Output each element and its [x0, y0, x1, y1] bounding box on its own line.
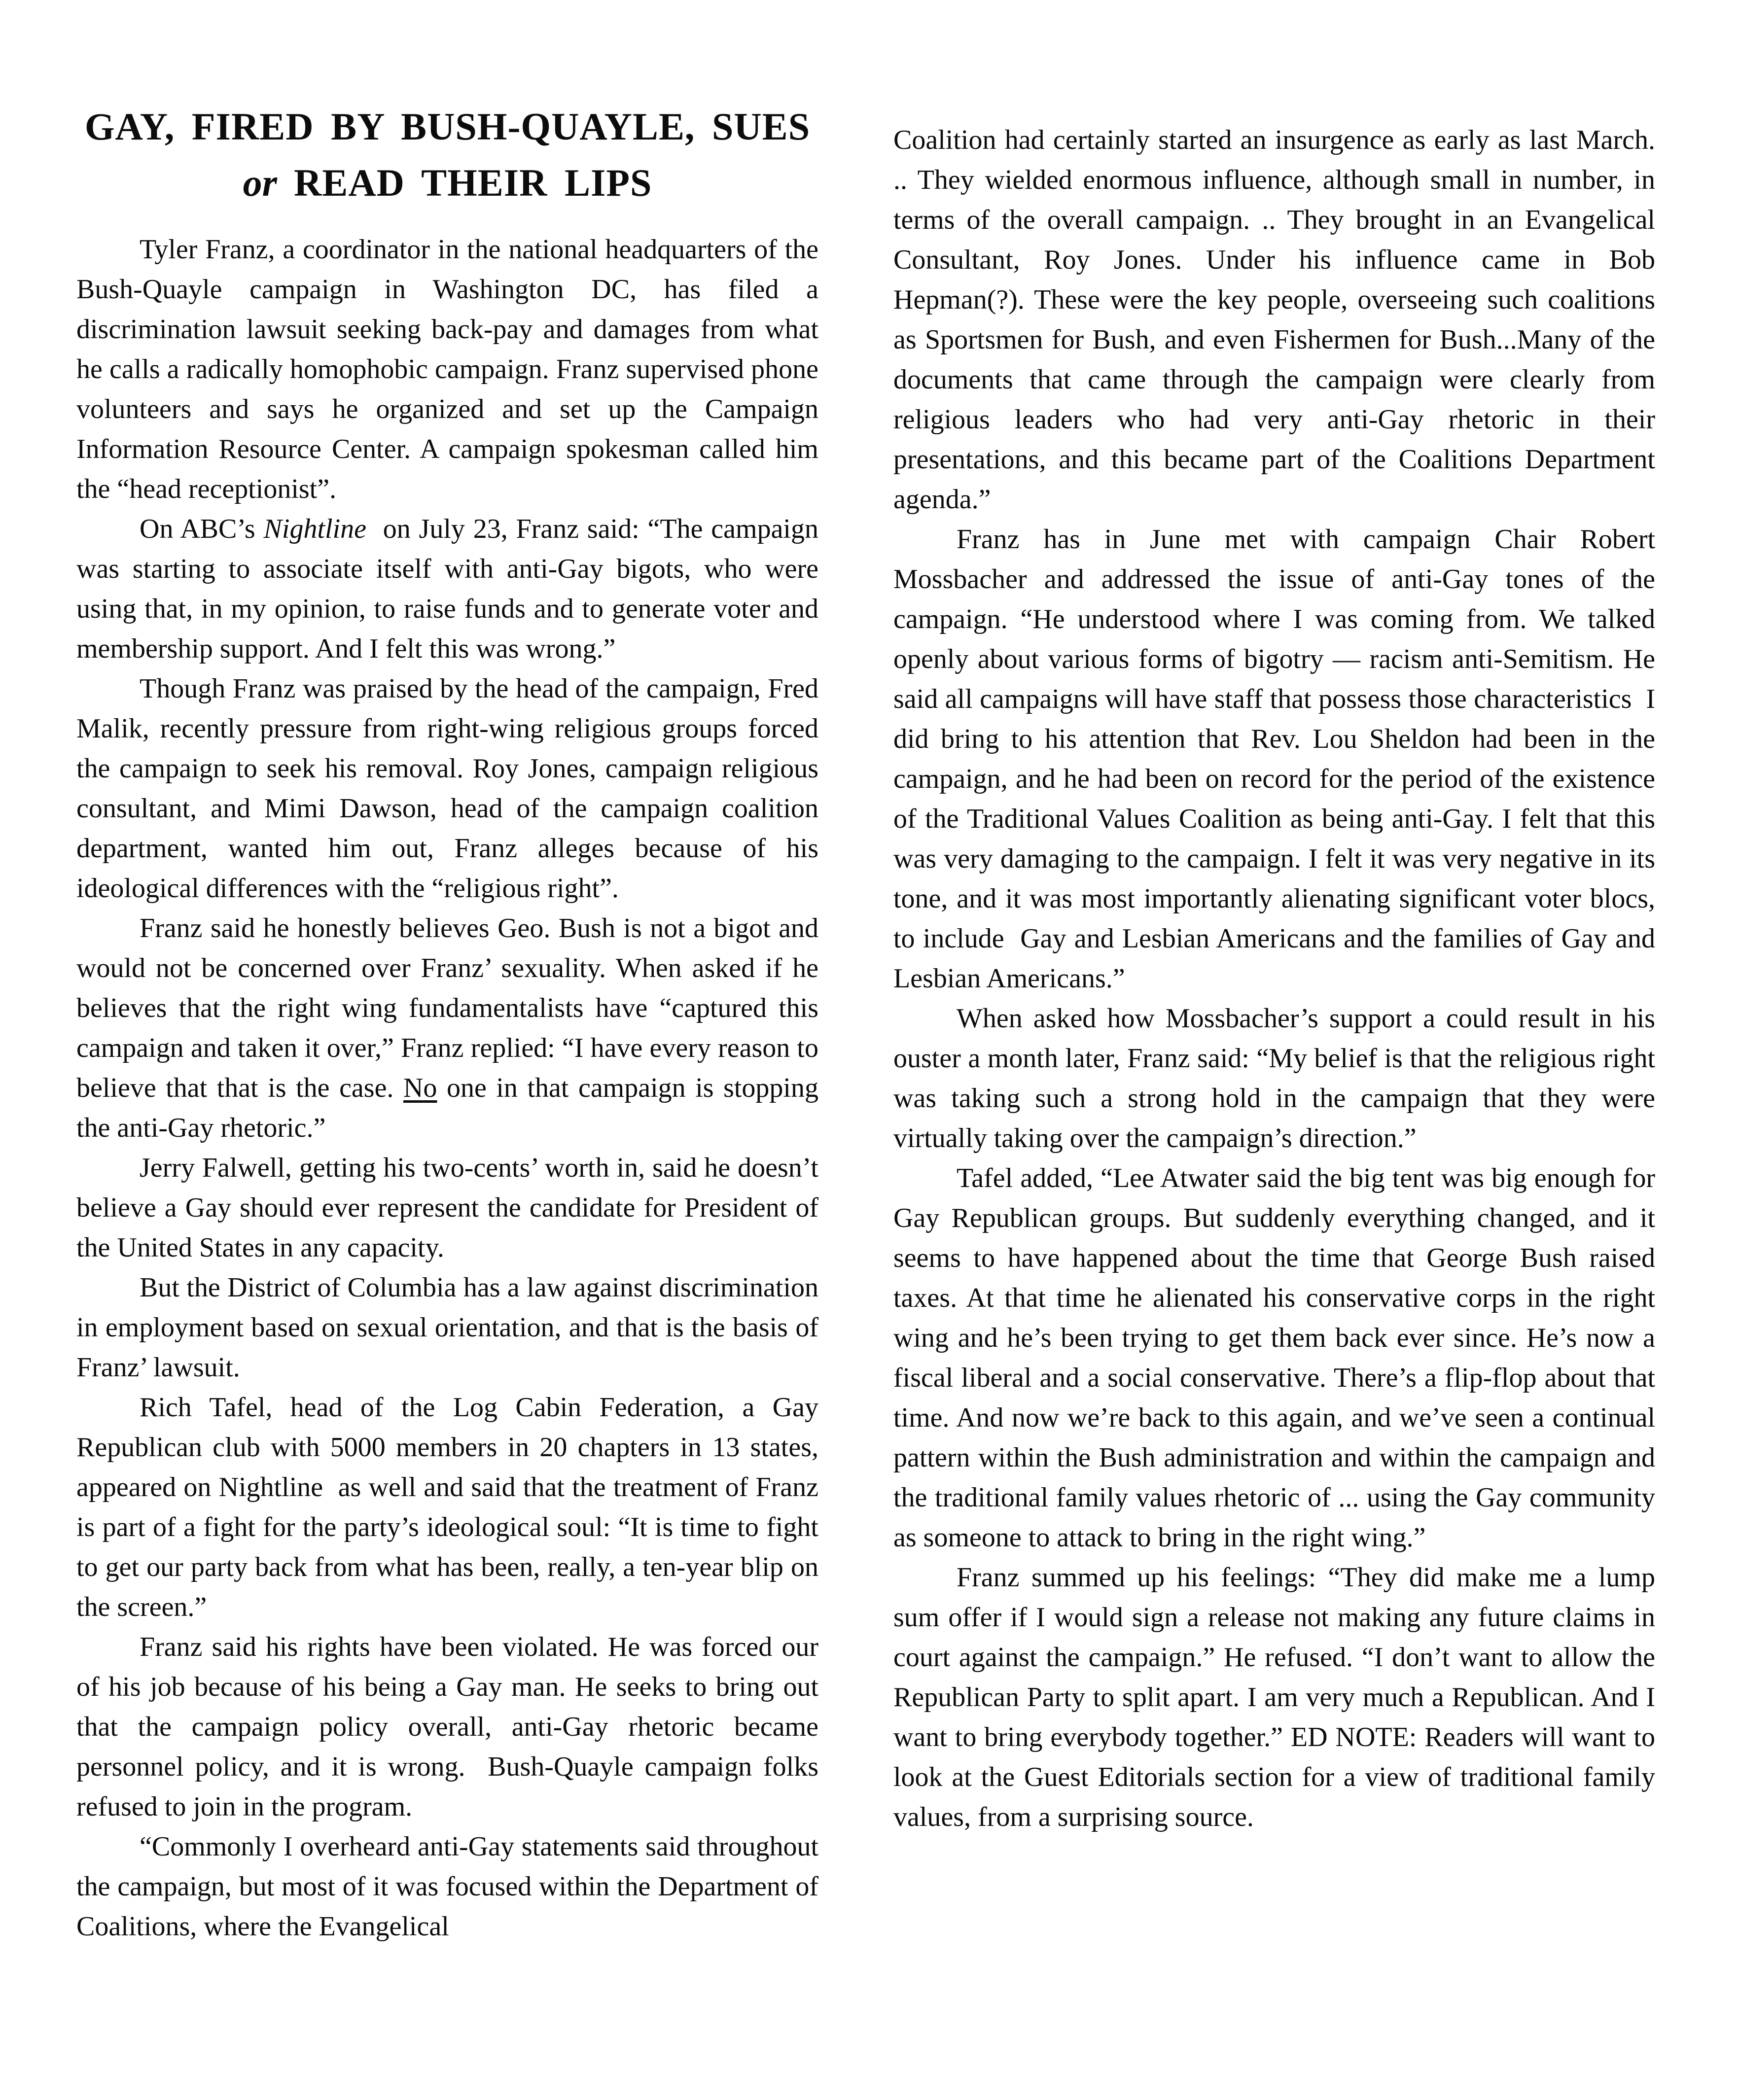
text-run: “Commonly I overheard anti-Gay statements said throughout the campaign, but most of it was focused within the Department of Coalitions, where the Evangelical [76, 1831, 818, 1942]
text-run: Tafel added, “Lee Atwater said the big tent was big enough for Gay Republican groups. But suddenly everything changed, and it seems to have happened about the time that George Bush raised taxes. At that time he alienated his conservative corps in the right wing and he’s been trying to get them back ever since. He’s now a fiscal liberal and a social conservative. There’s a flip-flop about that time. And now we’re back to this again, and we’ve seen a continual pattern within the Bush administration and within the campaign and the traditional family values rhetoric of ... using the Gay community as someone to attack to bring in the right wing.” [893, 1163, 1655, 1553]
text-run: one in that campaign is stopping the anti-Gay rhetoric.” [76, 1073, 818, 1143]
text-run: on July 23, Franz said: “The campaign was starting to associate itself with anti-Gay bigots, who were using that, in my opinion, to raise funds and to generate voter and membership support. And I felt this was wrong.” [76, 514, 818, 664]
paragraph [76, 1268, 818, 1388]
paragraph [76, 1627, 818, 1827]
left-column-text [76, 230, 818, 1947]
text-run: Tyler Franz, a coordinator in the national headquarters of the Bush-Quayle campaign in Washington DC, has filed a discrimination lawsuit seeking back-pay and damages from what he calls a radically homophobic campaign. Franz supervised phone volunteers and says he organized and set up the Campaign Information Resource Center. A campaign spokesman called him the “head receptionist”. [76, 234, 818, 504]
text-run: Franz summed up his feelings: “They did make me a lump sum offer if I would sign a release not making any future claims in court against the campaign.” He refused. “I don’t want to allow the Republican Party to split apart. I am very much a Republican. And I want to bring everybody together.” ED NOTE: Readers will want to look at the Guest Editorials section for a view of traditional family values, from a surprising source. [893, 1562, 1655, 1832]
text-run: Franz said he honestly believes Geo. Bush is not a bigot and would not be concerned over Franz’ sexuality. When asked if he believes that the right wing fundamentalists have “captured this campaign and taken it over,” Franz replied: “I have every reason to believe that that is the case. [76, 913, 818, 1103]
article-title [76, 99, 818, 211]
paragraph [76, 1388, 818, 1627]
paragraph [76, 1827, 818, 1947]
paragraph [893, 520, 1655, 999]
italic-text: Nightline [263, 514, 366, 544]
paragraph [76, 1148, 818, 1268]
text-run: Franz said his rights have been violated. He was forced our of his job because of his being a Gay man. He seeks to bring out that the campaign policy overall, anti-Gay rhetoric became personnel policy, and it is wrong. Bush-Quayle campaign folks refused to join in the program. [76, 1632, 818, 1822]
paragraph [893, 1158, 1655, 1558]
paragraph [76, 509, 818, 669]
text-run: Rich Tafel, head of the Log Cabin Federation, a Gay Republican club with 5000 members in 20 chapters in 13 states, appeared on Nightline as well and said that the treatment of Franz is part of a fight for the party’s ideological soul: “It is time to fight to get our party back from what has been, really, a ten-year blip on the screen.” [76, 1392, 818, 1622]
text-run: But the District of Columbia has a law against discrimination in employment based on sexual orientation, and that is the basis of Franz’ lawsuit. [76, 1272, 818, 1383]
paragraph [76, 669, 818, 909]
paragraph [76, 230, 818, 509]
title-main: READ THEIR LIPS [293, 161, 652, 204]
text-run: When asked how Mossbacher’s support a could result in his ouster a month later, Franz said: “My belief is that the religious right was taking such a strong hold in the campaign that they were virtually taking over the campaign’s direction.” [893, 1003, 1655, 1154]
title-or: or [243, 161, 277, 204]
text-run: Coalition had certainly started an insurgence as early as last March. .. They wielded enormous influence, although small in number, in terms of the overall campaign. .. They brought in an Evangelical Consultant, Roy Jones. Under his influence came in Bob Hepman(?). These were the key people, overseeing such coalitions as Sportsmen for Bush, and even Fishermen for Bush...Many of the documents that came through the campaign were clearly from religious leaders who had very anti-Gay rhetoric in their presentations, and this became part of the Coalitions Department agenda.” [893, 125, 1655, 515]
right-column [893, 120, 1655, 1837]
left-column [76, 99, 818, 1947]
text-run: Though Franz was praised by the head of the campaign, Fred Malik, recently pressure from right-wing religious groups forced the campaign to seek his removal. Roy Jones, campaign religious consultant, and Mimi Dawson, head of the campaign coalition department, wanted him out, Franz alleges because of his ideological differences with the “religious right”. [76, 673, 818, 904]
text-run: Franz has in June met with campaign Chair Robert Mossbacher and addressed the issue of anti-Gay tones of the campaign. “He understood where I was coming from. We talked openly about various forms of bigotry — racism anti-Semitism. He said all campaigns will have staff that possess those characteristics I did bring to his attention that Rev. Lou Sheldon had been in the campaign, and he had been on record for the period of the existence of the Traditional Values Coalition as being anti-Gay. I felt that this was very damaging to the campaign. I felt it was very negative in its tone, and it was most importantly alienating significant voter blocs, to include Gay and Lesbian Americans and the families of Gay and Lesbian Americans.” [893, 524, 1655, 994]
paragraph [893, 1558, 1655, 1837]
title-line-2 [76, 155, 818, 211]
underlined-text: No [403, 1073, 437, 1103]
text-run: Jerry Falwell, getting his two-cents’ worth in, said he doesn’t believe a Gay should ever represent the candidate for President of the United States in any capacity. [76, 1153, 818, 1263]
paragraph [893, 999, 1655, 1158]
title-line-1: GAY, FIRED BY BUSH-QUAYLE, SUES [84, 105, 811, 148]
paragraph [76, 909, 818, 1148]
paragraph [893, 120, 1655, 520]
text-run: On ABC’s [140, 514, 264, 544]
